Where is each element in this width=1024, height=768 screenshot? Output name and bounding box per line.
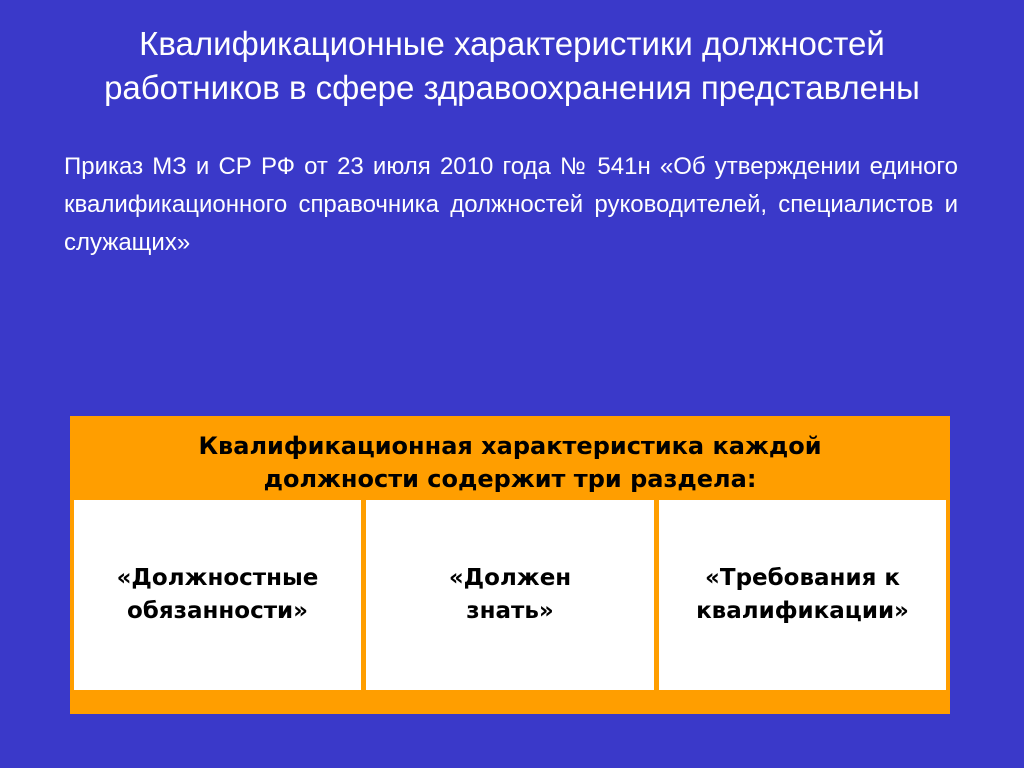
section-label <box>117 562 319 628</box>
slide-title <box>0 22 1024 110</box>
section-cell-duties <box>74 500 361 690</box>
slide-title-line-1: Квалификационные характеристики должностей <box>139 25 885 62</box>
section-label-line-2: обязанности» <box>126 598 309 624</box>
order-reference-text: Приказ МЗ и СР РФ от 23 июля 2010 года № 541н «Об утверждении единого квалификационного справочника должностей руководителей, специалистов и служащих» <box>64 153 958 256</box>
section-label-line-1: «Требования к <box>705 565 900 591</box>
section-label-line-1: «Должен <box>448 565 572 591</box>
section-label-line-2: знать» <box>466 598 554 624</box>
section-cell-qualification-requirements <box>659 500 946 690</box>
panel-header-line-1: Квалификационная характеристика каждой <box>198 432 822 460</box>
section-cell-must-know <box>366 500 654 690</box>
slide-title-line-2: работников в сфере здравоохранения представлены <box>104 69 920 106</box>
panel-header-line-2: должности содержит три раздела: <box>263 465 757 493</box>
section-label-line-2: квалификации» <box>696 598 909 624</box>
panel-header <box>70 430 950 496</box>
section-label <box>696 562 909 628</box>
sections-panel <box>70 416 950 714</box>
section-label <box>449 562 571 628</box>
section-label-line-1: «Должностные <box>116 565 319 591</box>
